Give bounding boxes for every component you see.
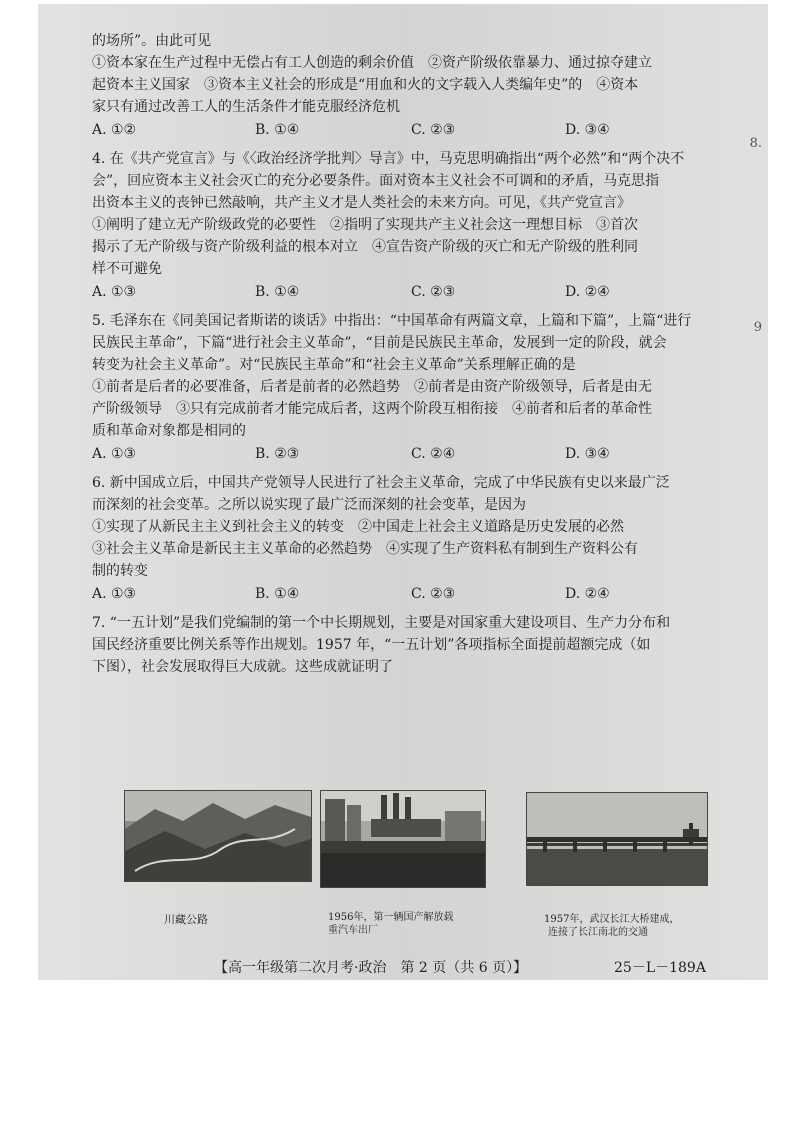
photo3-caption-line2: 连接了长江南北的交通 <box>548 927 648 938</box>
option-d: D. ③④ <box>565 122 610 138</box>
margin-bleed-number-8: 8. <box>749 136 762 151</box>
option-a: A. ①③ <box>92 446 137 462</box>
photo3-caption-line1: 1957年，武汉长江大桥建成， <box>544 914 680 925</box>
photo2-caption-line2: 重汽车出厂 <box>328 925 378 936</box>
q5-statement: ①前者是后者的必要准备，后者是前者的必然趋势 ②前者是由资产阶级领导，后者是由无 <box>92 379 652 395</box>
q3-statement: ①资本家在生产过程中无偿占有工人创造的剩余价值 ②资产阶级依靠暴力、通过掠夺建立 <box>92 55 652 71</box>
q7-stem: 下图），社会发展取得巨大成就。这些成就证明了 <box>92 659 393 675</box>
option-d: D. ③④ <box>565 446 610 462</box>
exam-page <box>38 4 768 980</box>
q7-stem: 7. “一五计划”是我们党编制的第一个中长期规划，主要是对国家重大建设项目、生产力分布和 <box>92 615 671 631</box>
option-a: A. ①② <box>92 122 137 138</box>
question-body <box>92 30 752 678</box>
q4-options <box>92 280 752 304</box>
q5-statement: 质和革命对象都是相同的 <box>92 423 246 439</box>
option-b: B. ①④ <box>255 122 300 138</box>
photo1-caption: 川藏公路 <box>164 913 208 926</box>
q6-statement: 制的转变 <box>92 563 148 579</box>
q6-statement: ③社会主义革命是新民主主义革命的必然趋势 ④实现了生产资料私有制到生产资料公有 <box>92 541 638 557</box>
wuhan-yangtze-bridge-photo <box>526 792 708 886</box>
q4-stem: 出资本主义的丧钟已然敲响，共产主义才是人类社会的未来方向。可见，《共产党宣言》 <box>92 195 631 211</box>
sichuan-tibet-highway-photo <box>124 790 312 882</box>
q6-stem: 而深刻的社会变革。之所以说实现了最广泛而深刻的社会变革，是因为 <box>92 497 526 513</box>
photo2-caption-line1: 1956年，第一辆国产解放载 <box>328 912 454 923</box>
footer-code: 25－L－189A <box>614 960 706 976</box>
q3-statement: 起资本主义国家 ③资本主义社会的形成是“用血和火的文字载入人类编年史”的 ④资本 <box>92 77 639 93</box>
footer-title: 【高一年级第二次月考·政治 第 2 页（共 6 页）】 <box>214 960 528 976</box>
q3-options <box>92 118 752 142</box>
option-d: D. ②④ <box>565 284 610 300</box>
q5-stem: 转变为社会主义革命”。对“民族民主革命”和“社会主义革命”关系理解正确的是 <box>92 357 576 373</box>
q4-statement: 样不可避免 <box>92 261 162 277</box>
q4-statement: ①阐明了建立无产阶级政党的必要性 ②指明了实现共产主义社会这一理想目标 ③首次 <box>92 217 638 233</box>
option-b: B. ①④ <box>255 284 300 300</box>
q4-statement: 揭示了无产阶级与资产阶级利益的根本对立 ④宣告资产阶级的灭亡和无产阶级的胜利同 <box>92 239 638 255</box>
option-a: A. ①③ <box>92 586 137 602</box>
q7-photo-strip <box>124 790 708 940</box>
q6-options <box>92 582 752 606</box>
q5-stem: 5. 毛泽东在《同美国记者斯诺的谈话》中指出：“中国革命有两篇文章，上篇和下篇”，上篇“进行 <box>92 313 692 329</box>
q4-stem: 4. 在《共产党宣言》与《〈政治经济学批判〉导言》中，马克思明确指出“两个必然”和“两个决不 <box>92 151 685 167</box>
option-c: C. ②③ <box>411 284 456 300</box>
q3-statement: 家只有通过改善工人的生活条件才能克服经济危机 <box>92 99 400 115</box>
option-c: C. ②③ <box>411 122 456 138</box>
q5-options <box>92 442 752 466</box>
q5-statement: 产阶级领导 ③只有完成前者才能完成后者，这两个阶段互相衔接 ④前者和后者的革命性 <box>92 401 652 417</box>
option-c: C. ②③ <box>411 586 456 602</box>
page-footer <box>38 958 768 978</box>
option-d: D. ②④ <box>565 586 610 602</box>
q6-statement: ①实现了从新民主主义到社会主义的转变 ②中国走上社会主义道路是历史发展的必然 <box>92 519 624 535</box>
q4-stem: 会”，回应资本主义社会灭亡的充分必要条件。面对资本主义社会不可调和的矛盾，马克思指 <box>92 173 660 189</box>
q5-stem: 民族民主革命”，下篇“进行社会主义革命”，“目前是民族民主革命，发展到一定的阶段，就会 <box>92 335 667 351</box>
q3-stem-end: 的场所”。由此可见 <box>92 33 212 49</box>
q6-stem: 6. 新中国成立后，中国共产党领导人民进行了社会主义革命，完成了中华民族有史以来最广泛 <box>92 475 670 491</box>
margin-bleed-number-9: 9 <box>753 320 762 335</box>
option-b: B. ①④ <box>255 586 300 602</box>
first-truck-factory-photo <box>320 790 486 888</box>
option-b: B. ②③ <box>255 446 300 462</box>
option-c: C. ②④ <box>411 446 456 462</box>
option-a: A. ①③ <box>92 284 137 300</box>
q7-stem: 国民经济重要比例关系等作出规划。1957 年，“一五计划”各项指标全面提前超额完成（如 <box>92 637 651 653</box>
